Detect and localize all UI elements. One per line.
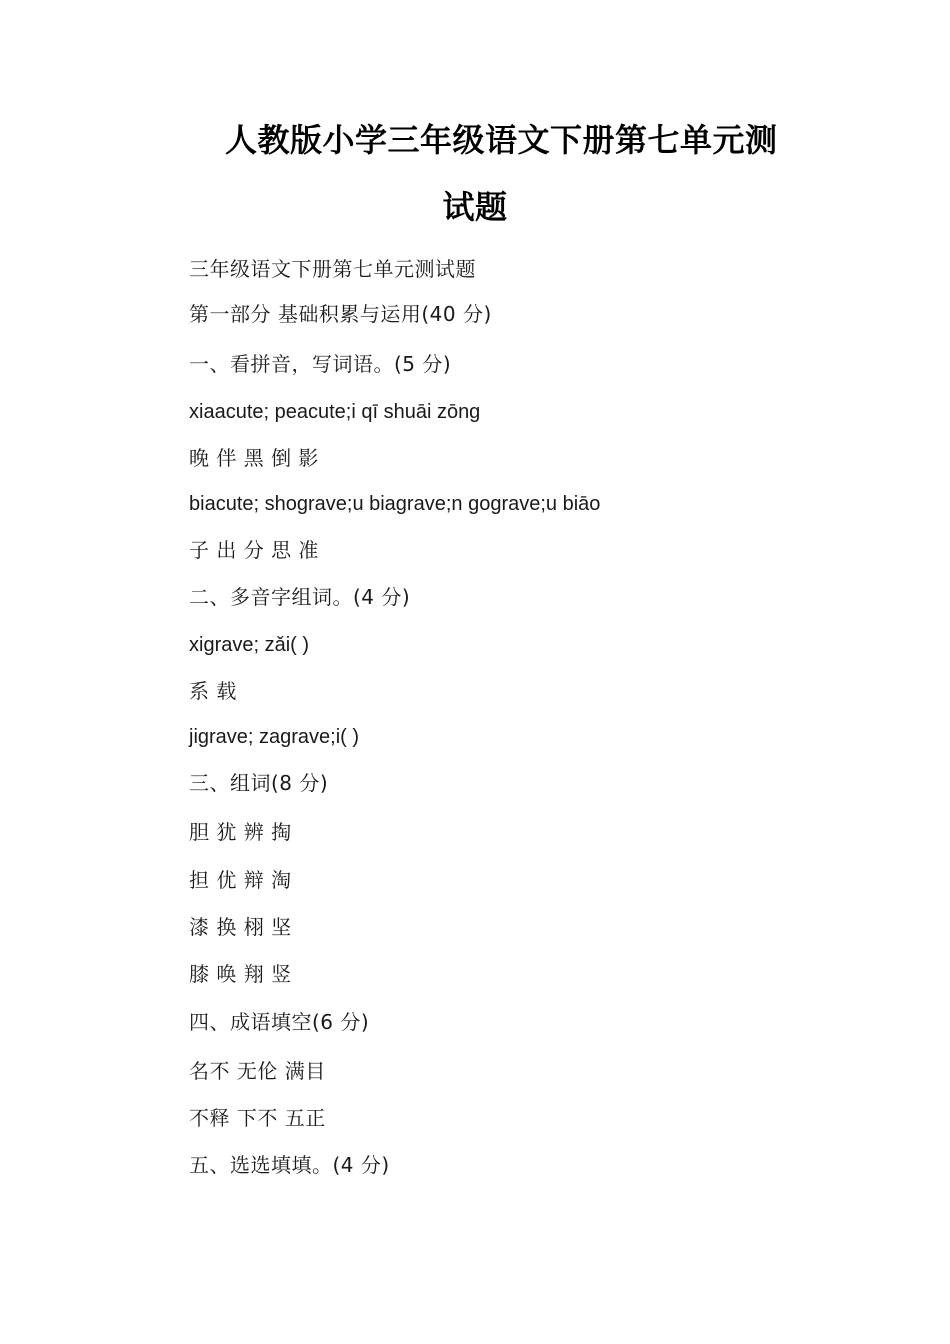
pinyin-line-4: jigrave; zagrave;i( ): [189, 726, 360, 748]
question-heading-4: 四、成语填空(6 分): [189, 1010, 370, 1034]
subtitle: 三年级语文下册第七单元测试题: [189, 257, 476, 281]
document-title-line1: 人教版小学三年级语文下册第七单元测: [225, 121, 778, 159]
word-row-2: 担 优 辩 淘: [189, 868, 292, 892]
pinyin-line-1: xiaacute; peacute;i qī shuāi zōng: [189, 401, 481, 423]
question-heading-5: 五、选选填填。(4 分): [189, 1153, 390, 1177]
pinyin-line-3: xigrave; zǎi( ): [189, 634, 310, 656]
idiom-row-2: 不释 下不 五正: [189, 1106, 326, 1130]
character-line-2: 子 出 分 思 准: [189, 538, 319, 562]
question-heading-2: 二、多音字组词。(4 分): [189, 585, 411, 609]
character-line-3: 系 载: [189, 679, 237, 703]
question-heading-3: 三、组词(8 分): [189, 771, 329, 795]
word-row-1: 胆 犹 辨 掏: [189, 820, 292, 844]
pinyin-line-2: biacute; shograve;u biagrave;n gograve;u biāo: [189, 493, 601, 515]
word-row-3: 漆 换 栩 坚: [189, 915, 292, 939]
question-heading-1: 一、看拼音，写词语。(5 分): [189, 352, 452, 376]
section-heading-part1: 第一部分 基础积累与运用(40 分): [189, 302, 492, 326]
idiom-row-1: 名不 无伦 满目: [189, 1059, 326, 1083]
character-line-1: 晚 伴 黑 倒 影: [189, 446, 319, 470]
document-title-line2: 试题: [442, 188, 508, 226]
word-row-4: 膝 唤 翔 竖: [189, 962, 292, 986]
